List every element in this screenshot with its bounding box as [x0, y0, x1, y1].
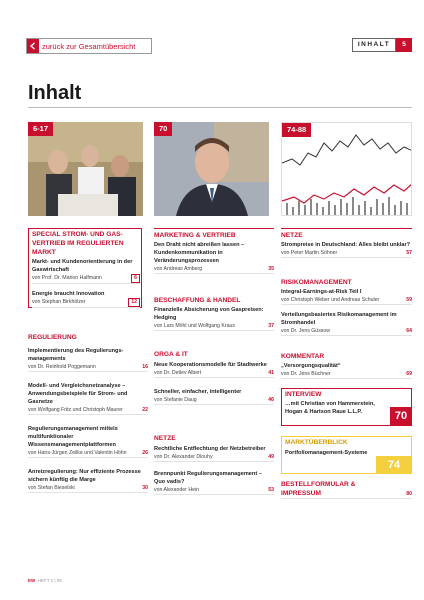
section-netze-2 [154, 434, 274, 495]
entry-title[interactable]: Schneller, einfacher, intelligenter [154, 389, 242, 395]
footer [28, 578, 62, 583]
entry-title[interactable]: Portfoliomanagement-Systeme [285, 450, 368, 456]
section-heading: SPECIAL STROM- UND GAS-VERTRIEB IM REGULIERTEN MARKT [32, 231, 124, 256]
section-heading[interactable]: BESTELLFORMULAR & IMPRESSUM [281, 481, 356, 497]
photo-tag: 6-17 [28, 122, 53, 136]
footer-issue: HEFT 1 | 05 [37, 578, 62, 583]
section-heading: MARKTÜBERBLICK [285, 439, 348, 446]
back-link-label: zurück zur Gesamtübersicht [42, 41, 136, 51]
section-heading: INTERVIEW [285, 391, 322, 398]
portrait-photo-art [154, 122, 269, 216]
section-heading: KOMMENTAR [281, 353, 325, 360]
entry-page[interactable]: 30 [142, 485, 148, 491]
section-heading: REGULIERUNG [28, 334, 77, 341]
entry-author-row: von Dr. Jens Büchner 69 [281, 371, 412, 377]
meeting-photo[interactable] [28, 122, 143, 216]
page-number: 5 [396, 38, 412, 52]
entry-author-row: von Peter Martin Söhner 57 [281, 250, 412, 256]
entry-title[interactable]: „Versorgungsqualität“ [281, 363, 341, 369]
entry-page[interactable]: 37 [268, 323, 274, 329]
section-special [32, 230, 140, 308]
entry-page[interactable]: 57 [406, 250, 412, 256]
entry-author-row: von Alexander Hein 53 [154, 487, 274, 493]
entry-title[interactable]: Anreizregulierung: Nur effiziente Prozesse sichern künftig die Marge [28, 469, 141, 483]
entry-title[interactable]: Implementierung des Regulierungs-managements [28, 348, 124, 362]
entry-title[interactable]: Rechtliche Entflechtung der Netzbetreiber [154, 446, 266, 452]
entry-page[interactable]: 35 [268, 266, 274, 272]
entry-title[interactable]: Den Draht nicht abreißen lassen – Kundenkommunikation in Veränderungsprozessen [154, 242, 245, 264]
entry-author-row: von Wolfgang Fritz und Christoph Maurer 22 [28, 407, 148, 413]
entry-title[interactable]: Neue Kooperationsmodelle für Stadtwerke [154, 362, 267, 368]
entry-page[interactable]: 22 [142, 407, 148, 413]
entry-author-row: von Prof. Dr. Marion Halfmann 6 [32, 274, 140, 284]
entry-title[interactable]: Modell- und Vergleichsnetzanalyse – Anwendungsbeispiele für Strom- und Gasnetze [28, 383, 128, 405]
entry-title[interactable]: Energie braucht Innovation [32, 291, 105, 297]
entry-author-row: von Andreas Amberg 35 [154, 266, 274, 272]
entry-title[interactable]: Markt- und Kundenorientierung in der Gaswirtschaft [32, 259, 133, 273]
chart-photo[interactable] [281, 122, 412, 216]
entry-author-row: von Stephan Birkhölzer 12 [32, 298, 140, 308]
entry-page[interactable]: 12 [128, 298, 140, 307]
page-title: Inhalt [28, 82, 82, 104]
section-heading: BESCHAFFUNG & HANDEL [154, 297, 241, 304]
section-heading: MARKETING & VERTRIEB [154, 228, 274, 240]
section-markt [285, 438, 385, 457]
entry-author-row: von Stefanie Daug 46 [154, 397, 274, 403]
entry-page[interactable]: 49 [268, 454, 274, 460]
entry-page[interactable]: 53 [268, 487, 274, 493]
entry-page[interactable]: 6 [131, 274, 140, 283]
title-divider [28, 107, 412, 108]
portrait-photo[interactable] [154, 122, 269, 216]
section-kommentar [281, 352, 412, 379]
section-interview [285, 390, 385, 416]
entry-page[interactable]: 59 [406, 297, 412, 303]
section-orga [154, 350, 274, 405]
footer-brand: EW [28, 578, 36, 583]
section-label: INHALT [352, 38, 396, 52]
section-marketing [154, 228, 274, 274]
arrow-left-icon [27, 39, 39, 53]
entry-page[interactable]: 80 [406, 491, 412, 497]
photo-tag: 70 [154, 122, 172, 136]
photo-tag: 74-88 [282, 123, 311, 137]
entry-title[interactable]: Strompreise in Deutschland: Alles bleibt unklar? [281, 242, 411, 248]
entry-author-row: von Dr. Alexander Dlouhy 49 [154, 454, 274, 460]
entry-author-row: von Dr. Detlev Albert 41 [154, 370, 274, 376]
entry-page[interactable]: 26 [142, 450, 148, 456]
entry-author-row: von Stefan Bieselski 30 [28, 485, 148, 491]
entry-page[interactable]: 16 [142, 364, 148, 370]
entry-title[interactable]: Finanzielle Absicherung von Gaspreisen: Hedging [154, 307, 264, 321]
section-heading: ORGA & IT [154, 351, 188, 358]
entry-title[interactable]: Integral-Earnings-at-Risk Teil I [281, 289, 362, 295]
entry-author-row: von Christoph Weber und Andreas Schuler 59 [281, 297, 412, 303]
bestell-row [281, 480, 412, 499]
market-page[interactable]: 74 [376, 456, 412, 474]
section-heading: NETZE [154, 435, 176, 442]
entry-author-row: von Lars Möhl und Wolfgang Kraus 37 [154, 323, 274, 329]
section-risiko [281, 278, 412, 336]
section-regulierung [28, 333, 148, 493]
back-to-overview-link[interactable] [26, 38, 152, 54]
interview-page[interactable]: 70 [390, 407, 412, 426]
section-heading: RISIKOMANAGEMENT [281, 279, 352, 286]
entry-page[interactable]: 69 [406, 371, 412, 377]
entry-page[interactable]: 64 [406, 328, 412, 334]
entry-page[interactable]: 46 [268, 397, 274, 403]
meeting-photo-art [28, 122, 143, 216]
section-bestell [281, 480, 412, 499]
section-netze [281, 228, 412, 258]
section-beschaffung [154, 296, 274, 331]
entry-author-row: von Dr. Jens Güssow 64 [281, 328, 412, 334]
entry-title[interactable]: Regulierungsmanagement mittels multifunktionaler Wissensmanagementplattformen [28, 426, 118, 448]
section-heading: NETZE [281, 228, 412, 240]
entry-author-row: von Hans-Jürgen Zeilke und Valentin Höhn 26 [28, 450, 148, 456]
entry-title[interactable]: Brennpunkt Regulierungsmanagement – Quo vadis? [154, 471, 262, 485]
entry-author-row: von Dr. Reinhold Poggemann 16 [28, 364, 148, 370]
entry-page[interactable]: 41 [268, 370, 274, 376]
entry-title[interactable]: Verteilungsbasiertes Risikomanagement im Stromhandel [281, 312, 397, 326]
entry-title[interactable]: …mit Christian von Hammerstein, Hogan & Hartson Raue L.L.P. [285, 401, 375, 415]
